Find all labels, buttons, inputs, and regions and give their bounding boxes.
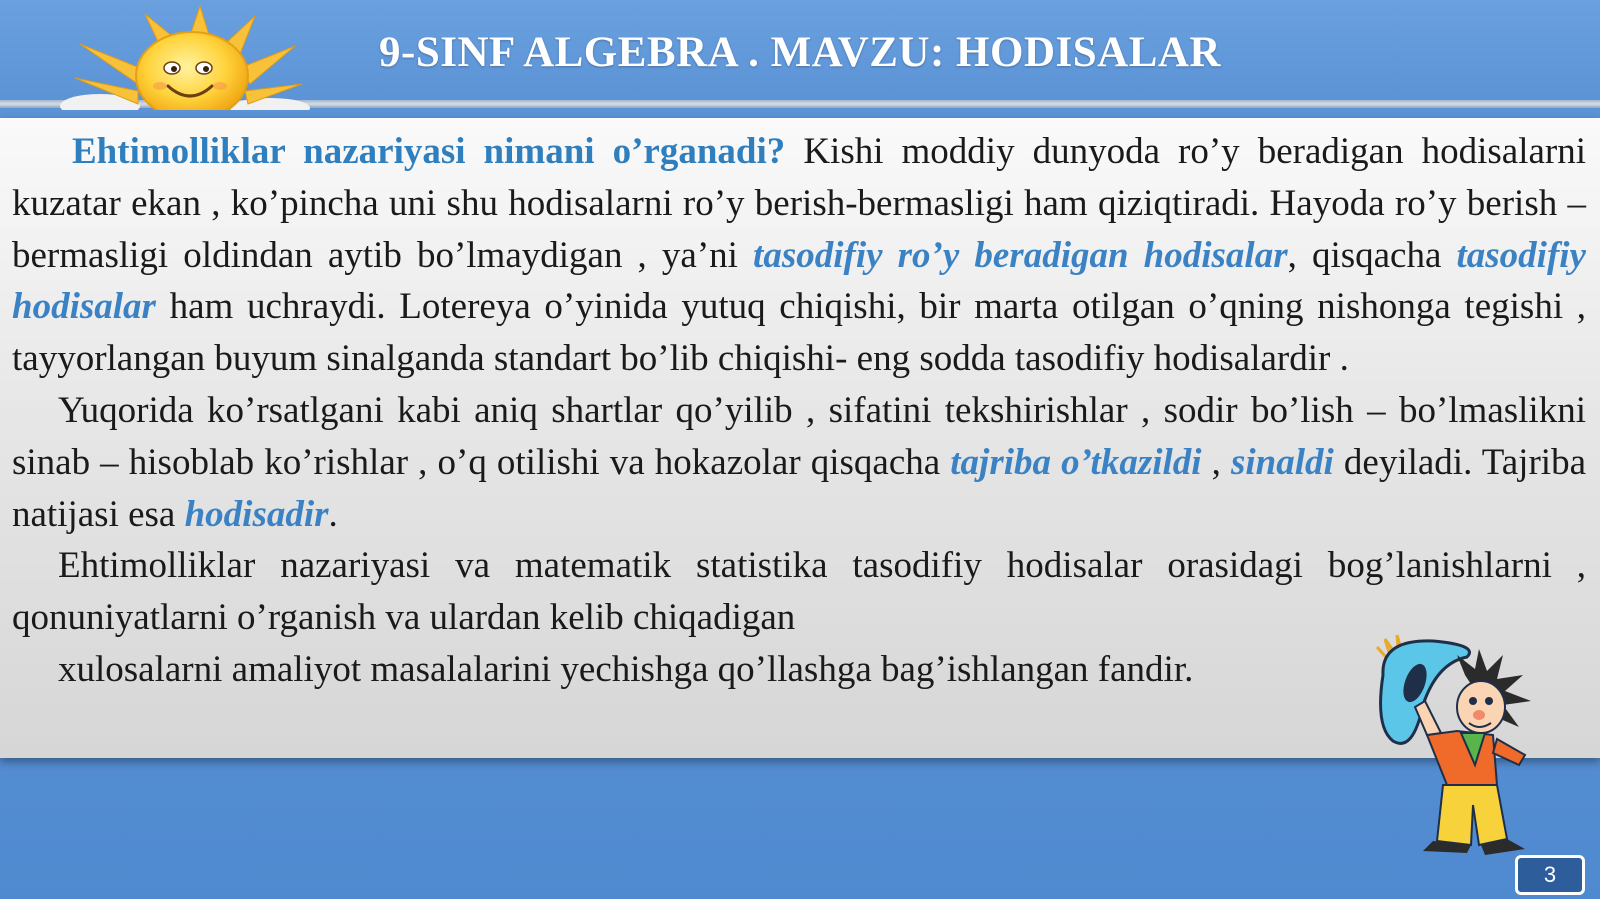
paragraph-text: Kishi moddiy dunyoda ro’y beradigan hodisalarni kuzatar ekan , ko’pincha uni shu hodisalarni ro’y berish-bermasligi ham qiziqtiradi. Hayoda ro’y berish –bermasligi oldindan aytib bo’lmaydigan , ya’ni [12,131,1586,276]
page-number-badge [1515,855,1585,895]
paragraph-3-last-line [12,644,1586,696]
highlight-term: tasodifiy hodisalar [12,234,1586,328]
paragraph-1 [12,126,1586,385]
paragraph-text: Ehtimolliklar nazariyasi va matematik statistika tasodifiy hodisalar orasidagi bog’lanishlarni , qonuniyatlarni o’rganish va ulardan kelib chiqadigan [12,545,1586,639]
paragraph-text: ham uchraydi. Lotereya o’yinida yutuq chiqishi, bir marta otilgan o’qning nishonga tegishi , tayyorlangan buyum sinalganda standart bo’lib chiqishi- eng sodda tasodifiy hodisalardir . [12,286,1586,380]
paragraph-text: , qisqacha [1287,234,1457,276]
paragraph-text: , [1201,441,1231,483]
highlight-term: hodisadir [184,493,329,535]
cartoon-boy-with-hat-icon [1375,635,1565,865]
page-number: 3 [1543,862,1557,887]
highlight-term: sinaldi [1230,441,1334,483]
smiling-sun-icon [40,6,320,110]
paragraph-2 [12,385,1586,540]
paragraph-text: Yuqorida ko’rsatlgani kabi aniq shartlar qo’yilib , sifatini tekshirishlar , sodir bo’lish – bo’lmaslikni sinab – hisoblab ko’rishlar , o’q otilishi va hokazolar qisqacha [12,389,1586,483]
paragraph-text: deyiladi. Tajriba natijasi esa [12,441,1586,535]
slide-text [12,126,1586,696]
paragraph-3 [12,540,1586,644]
question-heading: Ehtimolliklar nazariyasi nimani o’rganadi? [72,131,786,172]
paragraph-text: . [328,493,338,535]
paragraph-text: xulosalarni amaliyot masalalarini yechishga qo’llashga bag’ishlangan fandir. [58,648,1194,690]
highlight-term: tasodifiy ro’y beradigan hodisalar [753,234,1288,276]
highlight-term: tajriba o’tkazildi [950,441,1202,483]
slide-title: 9-SINF ALGEBRA . MAVZU: HODISALAR [379,29,1221,76]
